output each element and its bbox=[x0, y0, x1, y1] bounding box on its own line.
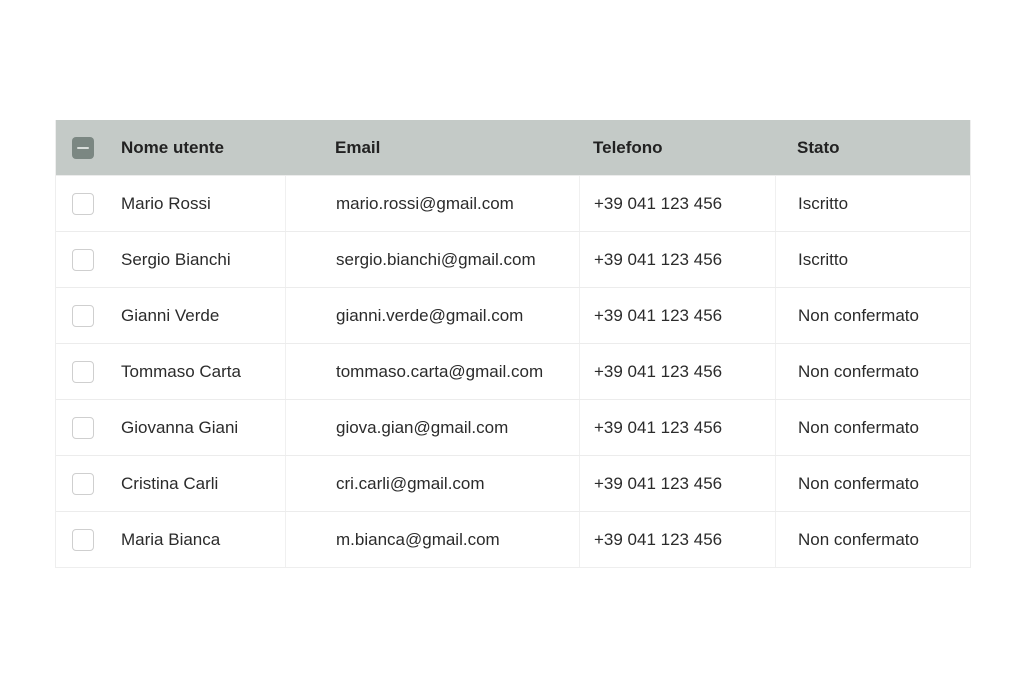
row-email: cri.carli@gmail.com bbox=[285, 456, 579, 511]
row-email: giova.gian@gmail.com bbox=[285, 400, 579, 455]
row-status: Iscritto bbox=[775, 232, 970, 287]
indeterminate-dash-icon bbox=[77, 147, 89, 149]
row-status: Non confermato bbox=[775, 344, 970, 399]
table-header bbox=[56, 120, 970, 175]
row-status: Non confermato bbox=[775, 456, 970, 511]
row-phone: +39 041 123 456 bbox=[579, 288, 775, 343]
row-checkbox[interactable] bbox=[72, 305, 94, 327]
row-checkbox[interactable] bbox=[72, 529, 94, 551]
table-row[interactable] bbox=[56, 399, 970, 455]
row-checkbox[interactable] bbox=[72, 473, 94, 495]
row-status: Non confermato bbox=[775, 512, 970, 567]
table-row[interactable] bbox=[56, 231, 970, 287]
row-email: m.bianca@gmail.com bbox=[285, 512, 579, 567]
row-name: Mario Rossi bbox=[121, 193, 211, 213]
row-checkbox-cell bbox=[56, 512, 106, 567]
row-phone: +39 041 123 456 bbox=[579, 456, 775, 511]
row-status: Non confermato bbox=[775, 400, 970, 455]
row-status: Iscritto bbox=[775, 176, 970, 231]
row-phone: +39 041 123 456 bbox=[579, 176, 775, 231]
row-checkbox-cell bbox=[56, 288, 106, 343]
table-row[interactable] bbox=[56, 343, 970, 399]
users-table bbox=[55, 120, 971, 568]
row-name: Tommaso Carta bbox=[121, 361, 241, 381]
column-header-status[interactable]: Stato bbox=[797, 137, 840, 157]
row-name: Giovanna Giani bbox=[121, 417, 239, 437]
row-checkbox[interactable] bbox=[72, 417, 94, 439]
table-row[interactable] bbox=[56, 287, 970, 343]
table-row[interactable] bbox=[56, 175, 970, 231]
table-row[interactable] bbox=[56, 511, 970, 567]
row-checkbox-cell bbox=[56, 176, 106, 231]
row-name: Maria Bianca bbox=[121, 529, 221, 549]
column-header-name[interactable]: Nome utente bbox=[121, 137, 224, 157]
row-checkbox-cell bbox=[56, 456, 106, 511]
row-checkbox-cell bbox=[56, 400, 106, 455]
row-email: mario.rossi@gmail.com bbox=[285, 176, 579, 231]
row-phone: +39 041 123 456 bbox=[579, 400, 775, 455]
header-checkbox-cell bbox=[56, 120, 106, 175]
column-header-email[interactable]: Email bbox=[335, 137, 381, 157]
select-all-checkbox[interactable] bbox=[72, 137, 94, 159]
row-checkbox-cell bbox=[56, 344, 106, 399]
row-status: Non confermato bbox=[775, 288, 970, 343]
row-email: gianni.verde@gmail.com bbox=[285, 288, 579, 343]
row-email: sergio.bianchi@gmail.com bbox=[285, 232, 579, 287]
row-checkbox-cell bbox=[56, 232, 106, 287]
row-name: Cristina Carli bbox=[121, 473, 219, 493]
row-checkbox[interactable] bbox=[72, 361, 94, 383]
row-name: Sergio Bianchi bbox=[121, 249, 231, 269]
row-email: tommaso.carta@gmail.com bbox=[285, 344, 579, 399]
row-phone: +39 041 123 456 bbox=[579, 512, 775, 567]
column-header-phone[interactable]: Telefono bbox=[593, 137, 663, 157]
table-row[interactable] bbox=[56, 455, 970, 511]
row-checkbox[interactable] bbox=[72, 193, 94, 215]
row-name: Gianni Verde bbox=[121, 305, 220, 325]
row-checkbox[interactable] bbox=[72, 249, 94, 271]
row-phone: +39 041 123 456 bbox=[579, 232, 775, 287]
row-phone: +39 041 123 456 bbox=[579, 344, 775, 399]
